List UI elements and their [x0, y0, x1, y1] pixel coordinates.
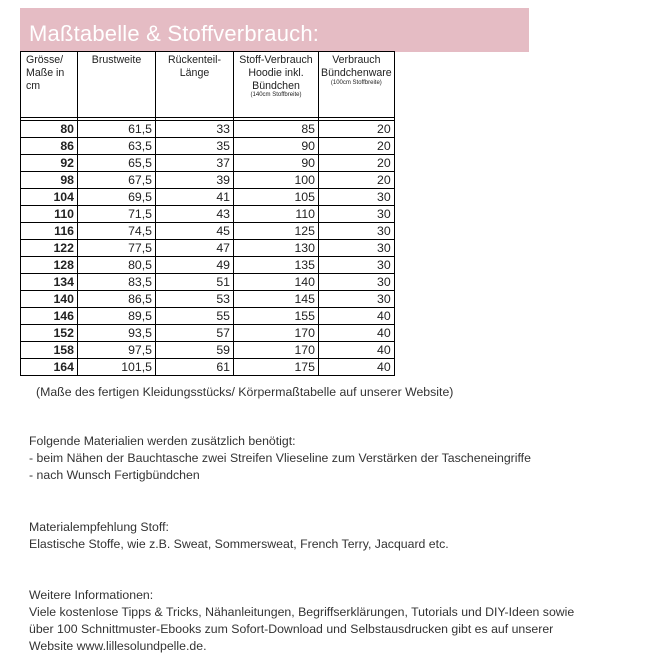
cell-fabric-usage: 170	[234, 325, 319, 342]
header-chest: Brustweite	[78, 52, 156, 118]
cell-back-length: 41	[156, 189, 234, 206]
table-row	[21, 240, 395, 257]
cell-chest: 101,5	[78, 359, 156, 376]
table-row	[21, 342, 395, 359]
fabric-heading: Materialempfehlung Stoff:	[29, 520, 169, 534]
header-back-length: Rückenteil-Länge	[156, 52, 234, 118]
cell-chest: 97,5	[78, 342, 156, 359]
table-header-row	[21, 52, 395, 118]
cell-fabric-usage: 135	[234, 257, 319, 274]
materials-line: - beim Nähen der Bauchtasche zwei Streifen Vlieseline zum Verstärken der Tascheneingriffe	[29, 451, 531, 465]
cell-size: 116	[21, 223, 78, 240]
cell-size: 164	[21, 359, 78, 376]
cell-size: 86	[21, 138, 78, 155]
table-row	[21, 257, 395, 274]
cell-fabric-usage: 90	[234, 138, 319, 155]
cell-ribbing-usage: 40	[319, 308, 395, 325]
cell-size: 152	[21, 325, 78, 342]
cell-size: 146	[21, 308, 78, 325]
header-ribbing-usage: Verbrauch Bündchenware (100cm Stoffbreite)	[319, 52, 395, 118]
cell-chest: 61,5	[78, 121, 156, 138]
table-note: (Maße des fertigen Kleidungsstücks/ Körpermaßtabelle auf unserer Website)	[36, 385, 454, 399]
cell-fabric-usage: 125	[234, 223, 319, 240]
table-row	[21, 138, 395, 155]
header-fabric-usage: Stoff-Verbrauch Hoodie inkl. Bündchen (140cm Stoffbreite)	[234, 52, 319, 118]
header-ribbing-width-note: (100cm Stoffbreite)	[330, 79, 382, 86]
cell-chest: 93,5	[78, 325, 156, 342]
cell-ribbing-usage: 30	[319, 223, 395, 240]
cell-size: 128	[21, 257, 78, 274]
cell-back-length: 33	[156, 121, 234, 138]
cell-ribbing-usage: 30	[319, 257, 395, 274]
cell-back-length: 37	[156, 155, 234, 172]
cell-ribbing-usage: 20	[319, 138, 395, 155]
cell-ribbing-usage: 30	[319, 206, 395, 223]
cell-back-length: 47	[156, 240, 234, 257]
info-line: über 100 Schnittmuster-Ebooks zum Sofort-Download und Selbstausdrucken gibt es auf unserer	[29, 622, 554, 636]
info-heading: Weitere Informationen:	[29, 588, 154, 602]
cell-chest: 65,5	[78, 155, 156, 172]
cell-size: 158	[21, 342, 78, 359]
cell-chest: 80,5	[78, 257, 156, 274]
info-line: Viele kostenlose Tipps & Tricks, Nähanleitungen, Begriffserklärungen, Tutorials und DIY-Ideen sowie	[29, 605, 575, 619]
cell-back-length: 57	[156, 325, 234, 342]
cell-fabric-usage: 85	[234, 121, 319, 138]
cell-back-length: 53	[156, 291, 234, 308]
fabric-section	[29, 519, 449, 553]
cell-size: 92	[21, 155, 78, 172]
cell-size: 122	[21, 240, 78, 257]
cell-ribbing-usage: 30	[319, 189, 395, 206]
materials-heading: Folgende Materialien werden zusätzlich benötigt:	[29, 434, 296, 448]
cell-size: 80	[21, 121, 78, 138]
size-table	[20, 51, 395, 376]
cell-chest: 74,5	[78, 223, 156, 240]
cell-size: 140	[21, 291, 78, 308]
cell-fabric-usage: 155	[234, 308, 319, 325]
table-row	[21, 291, 395, 308]
cell-chest: 89,5	[78, 308, 156, 325]
cell-chest: 67,5	[78, 172, 156, 189]
page-title: Maßtabelle & Stoffverbrauch:	[29, 21, 320, 46]
cell-chest: 77,5	[78, 240, 156, 257]
cell-back-length: 45	[156, 223, 234, 240]
cell-back-length: 43	[156, 206, 234, 223]
cell-fabric-usage: 145	[234, 291, 319, 308]
title-banner	[20, 8, 529, 52]
cell-size: 110	[21, 206, 78, 223]
cell-fabric-usage: 130	[234, 240, 319, 257]
cell-fabric-usage: 170	[234, 342, 319, 359]
cell-fabric-usage: 105	[234, 189, 319, 206]
materials-line: - nach Wunsch Fertigbündchen	[29, 468, 200, 482]
info-line: Website www.lillesolundpelle.de.	[29, 639, 207, 653]
cell-size: 134	[21, 274, 78, 291]
header-fabric-width-note: (140cm Stoffbreite)	[250, 92, 302, 99]
table-row	[21, 308, 395, 325]
cell-chest: 83,5	[78, 274, 156, 291]
table-body	[21, 121, 395, 376]
table-row	[21, 189, 395, 206]
cell-back-length: 55	[156, 308, 234, 325]
cell-back-length: 49	[156, 257, 234, 274]
table-row	[21, 325, 395, 342]
cell-back-length: 51	[156, 274, 234, 291]
cell-back-length: 35	[156, 138, 234, 155]
cell-size: 104	[21, 189, 78, 206]
cell-ribbing-usage: 40	[319, 359, 395, 376]
cell-chest: 86,5	[78, 291, 156, 308]
cell-fabric-usage: 110	[234, 206, 319, 223]
cell-chest: 69,5	[78, 189, 156, 206]
cell-ribbing-usage: 30	[319, 291, 395, 308]
cell-ribbing-usage: 30	[319, 274, 395, 291]
table-row	[21, 155, 395, 172]
cell-chest: 71,5	[78, 206, 156, 223]
cell-size: 98	[21, 172, 78, 189]
table-row	[21, 359, 395, 376]
cell-ribbing-usage: 40	[319, 325, 395, 342]
cell-ribbing-usage: 20	[319, 155, 395, 172]
info-section	[29, 587, 574, 655]
cell-back-length: 59	[156, 342, 234, 359]
cell-back-length: 61	[156, 359, 234, 376]
table-row	[21, 172, 395, 189]
header-size: Grösse/ Maße in cm	[21, 52, 78, 118]
cell-chest: 63,5	[78, 138, 156, 155]
cell-fabric-usage: 90	[234, 155, 319, 172]
table-row	[21, 223, 395, 240]
table-row	[21, 206, 395, 223]
cell-ribbing-usage: 40	[319, 342, 395, 359]
cell-ribbing-usage: 20	[319, 121, 395, 138]
cell-fabric-usage: 100	[234, 172, 319, 189]
cell-back-length: 39	[156, 172, 234, 189]
cell-fabric-usage: 175	[234, 359, 319, 376]
cell-ribbing-usage: 20	[319, 172, 395, 189]
table-row	[21, 121, 395, 138]
materials-section	[29, 433, 531, 484]
cell-ribbing-usage: 30	[319, 240, 395, 257]
cell-fabric-usage: 140	[234, 274, 319, 291]
fabric-text: Elastische Stoffe, wie z.B. Sweat, Sommersweat, French Terry, Jacquard etc.	[29, 537, 449, 551]
table-row	[21, 274, 395, 291]
